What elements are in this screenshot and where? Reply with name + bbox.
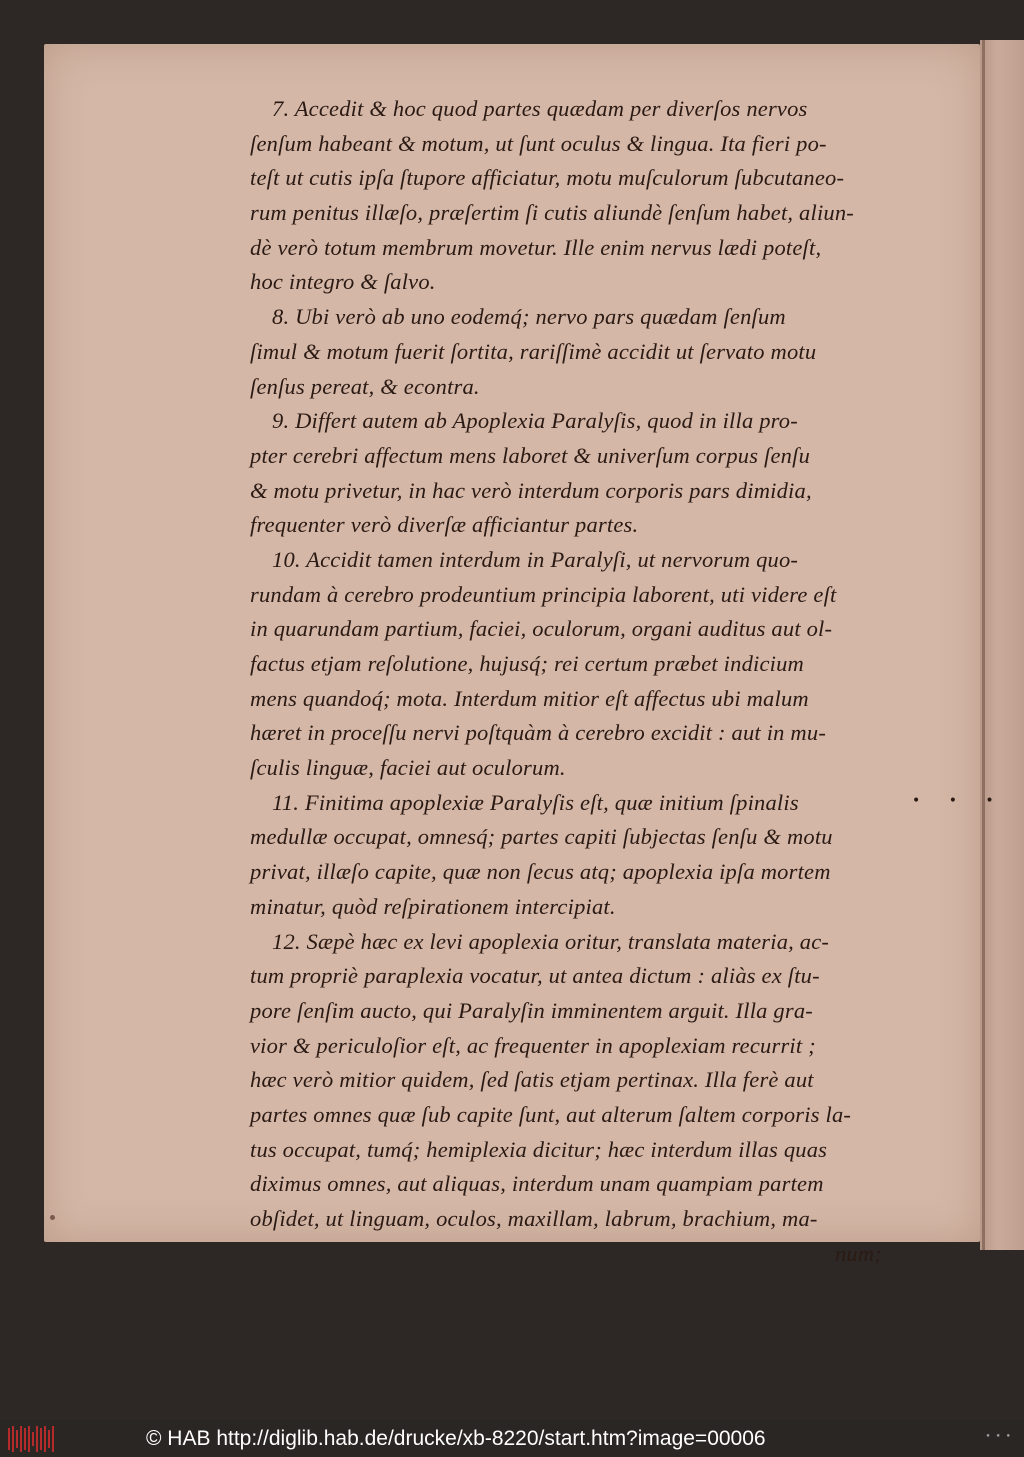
text-line: hæc verò mitior quidem, ſed ſatis etjam pertinax. Illa ferè aut — [250, 1067, 814, 1093]
text-line: pter cerebri affectum mens laboret & univerſum corpus ſenſu — [250, 442, 811, 468]
text-line: ſenſum habeant & motum, ut ſunt oculus & lingua. Ita fieri po- — [250, 130, 827, 156]
footer-url[interactable]: © HAB http://diglib.hab.de/drucke/xb-8220/start.htm?image=00006 — [146, 1426, 766, 1450]
text-line: 9. Differt autem ab Apoplexia Paralyſis, quod in illa pro- — [272, 408, 798, 434]
text-line: mens quandoq́; mota. Interdum mitior eſt affectus ubi malum — [250, 685, 809, 711]
text-line: in quarundam partium, faciei, oculorum, organi auditus aut ol- — [250, 616, 833, 642]
text-line: & motu privetur, in hac verò interdum corporis pars dimidia, — [250, 477, 812, 503]
text-line: factus etjam reſolutione, hujusq́; rei certum præbet indicium — [250, 651, 805, 676]
text-line: obſidet, ut linguam, oculos, maxillam, labrum, brachium, ma- — [250, 1206, 818, 1231]
viewer-footer — [0, 1420, 1024, 1457]
text-line: 7. Accedit & hoc quod partes quædam per diverſos nervos — [272, 96, 808, 121]
text-line: 11. Finitima apoplexiæ Paralyſis eſt, quæ initium ſpinalis — [272, 789, 799, 815]
text-line: 8. Ubi verò ab uno eodemq́; nervo pars quædam ſenſum — [272, 304, 786, 330]
text-line: vior & periculoſior eſt, ac frequenter in apoplexiam recurrit ; — [250, 1032, 816, 1058]
text-line: dè verò totum membrum movetur. Ille enim nervus lædi poteſt, — [250, 234, 822, 260]
text-line: teſt ut cutis ipſa ſtupore afficiatur, motu muſculorum ſubcutaneo- — [250, 165, 845, 191]
text-line: tus occupat, tumq́; hemiplexia dicitur; hæc interdum illas quas — [250, 1136, 828, 1162]
text-line: hæret in proceſſu nervi poſtquàm à cerebro excidit : aut in mu- — [250, 720, 827, 746]
adjacent-page-edge — [980, 40, 1024, 1250]
text-line: pore ſenſim aucto, qui Paralyſin imminentem arguit. Illa gra- — [250, 997, 813, 1023]
text-line: minatur, quòd reſpirationem intercipiat. — [250, 893, 616, 919]
text-line: privat, illæſo capite, quæ non ſecus atq; apoplexia ipſa mortem — [250, 859, 831, 885]
text-line: frequenter verò diverſæ afficiantur partes. — [250, 512, 639, 538]
text-line: diximus omnes, aut aliquas, interdum unam quampiam partem — [250, 1171, 824, 1197]
text-line: rundam à cerebro prodeuntium principia laborent, uti videre eſt — [250, 581, 837, 607]
margin-marks: • • • — [912, 793, 1006, 809]
text-line: partes omnes quæ ſub capite ſunt, aut alterum ſaltem corporis la- — [250, 1101, 852, 1127]
text-line: medullæ occupat, omnesq́; partes capiti ſubjectas ſenſu & motu — [250, 824, 833, 850]
footer-dots: • • • — [985, 1432, 1012, 1442]
text-line: 10. Accidit tamen interdum in Paralyſi, ut nervorum quo- — [272, 546, 799, 572]
text-line: ſenſus pereat, & econtra. — [250, 373, 480, 399]
text-line: 12. Sæpè hæc ex levi apoplexia oritur, translata materia, ac- — [272, 928, 830, 954]
text-line: rum penitus illæſo, præſertim ſi cutis aliundè ſenſum habet, aliun- — [250, 200, 855, 226]
catchword: num; — [834, 1240, 882, 1266]
page-mark — [50, 1215, 55, 1220]
hab-logo-icon — [8, 1426, 54, 1452]
text-line: ſimul & motum fuerit ſortita, rariſſimè accidit ut ſervato motu — [250, 338, 817, 364]
text-line: ſculis linguæ, faciei aut oculorum. — [250, 755, 566, 781]
text-line: tum propriè paraplexia vocatur, ut antea dictum : aliàs ex ſtu- — [250, 963, 820, 989]
text-line: hoc integro & ſalvo. — [250, 269, 436, 295]
page-text — [250, 92, 900, 1271]
